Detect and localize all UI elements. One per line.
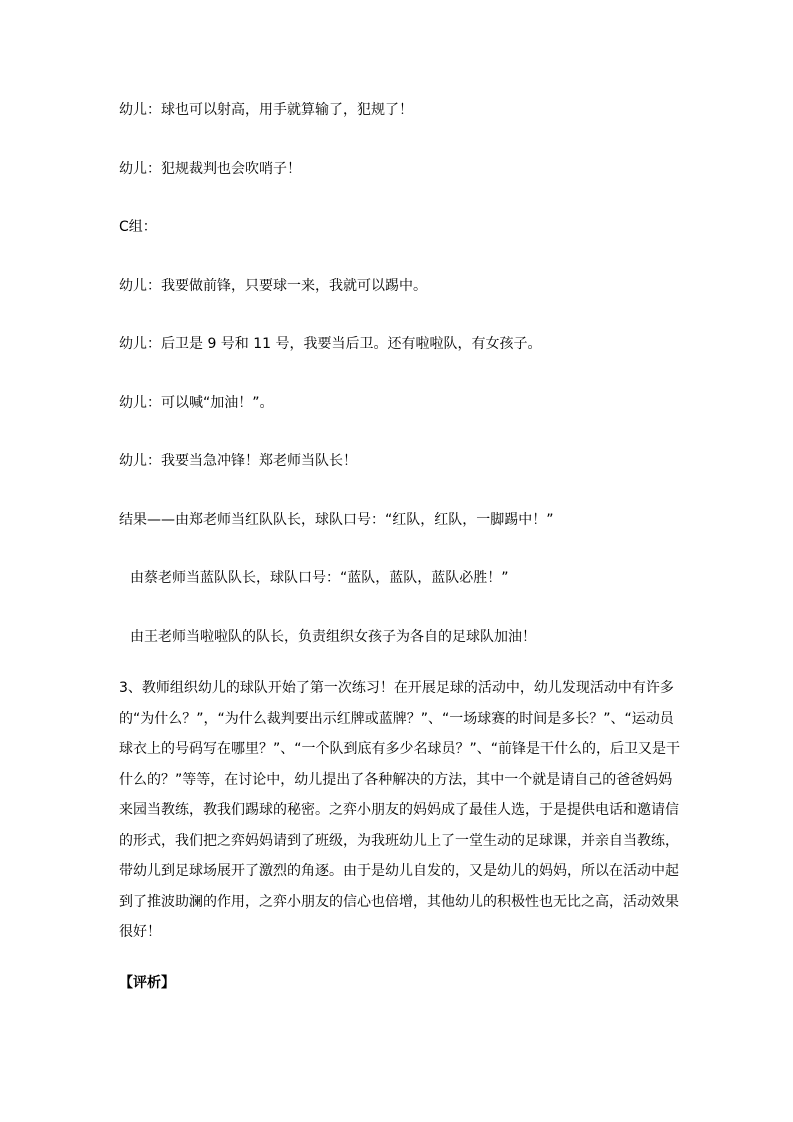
result-line: 结果——由郑老师当红队队长，球队口号：“红队，红队，一脚踢中！” [119,512,554,528]
paragraph-line: 带幼儿到足球场展开了激烈的角逐。由于是幼儿自发的，又是幼儿的妈妈，所以在活动中起 [119,863,679,879]
dialogue-line: 幼儿：犯规裁判也会吹哨子！ [119,161,301,177]
result-line: 由王老师当啦啦队的队长，负责组织女孩子为各自的足球队加油！ [130,629,536,645]
dialogue-line: 幼儿：我要当急冲锋！郑老师当队长！ [119,453,357,469]
paragraph-line: 很好！ [119,924,161,940]
dialogue-line: 幼儿：球也可以射高，用手就算输了，犯规了！ [119,102,413,118]
paragraph-line: 3、教师组织幼儿的球队开始了第一次练习！在开展足球的活动中，幼儿发现活动中有许多 [119,680,674,696]
paragraph-line: 的形式，我们把之弈妈妈请到了班级，为我班幼儿上了一堂生动的足球课，并亲自当教练， [119,832,679,849]
result-line: 由蔡老师当蓝队队长，球队口号：“蓝队，蓝队，蓝队必胜！” [130,570,509,586]
paragraph-line: 球衣上的号码写在哪里？”、“一个队到底有多少名球员？”、“前锋是干什么的，后卫又是干 [119,741,681,757]
dialogue-line: 幼儿：后卫是 9 号和 11 号，我要当后卫。还有啦啦队，有女孩子。 [119,336,542,352]
group-label: C组： [119,219,157,235]
paragraph-line: 什么的？”等等，在讨论中，幼儿提出了各种解决的方法，其中一个就是请自己的爸爸妈妈 [119,771,673,788]
activity-paragraph [119,673,681,948]
paragraph-line: 到了推波助澜的作用，之弈小朋友的信心也倍增，其他幼儿的积极性也无比之高，活动效果 [119,893,679,910]
section-heading: 【评析】 [119,975,175,991]
dialogue-line: 幼儿：可以喊“加油！”。 [119,395,274,411]
dialogue-line: 幼儿：我要做前锋，只要球一来，我就可以踢中。 [119,278,427,294]
paragraph-line: 的“为什么？”，“为什么裁判要出示红牌或蓝牌？”、“一场球赛的时间是多长？”、“运动员 [119,710,674,727]
paragraph-line: 来园当教练，教我们踢球的秘密。之弈小朋友的妈妈成了最佳人选，于是提供电话和邀请信 [119,802,679,818]
